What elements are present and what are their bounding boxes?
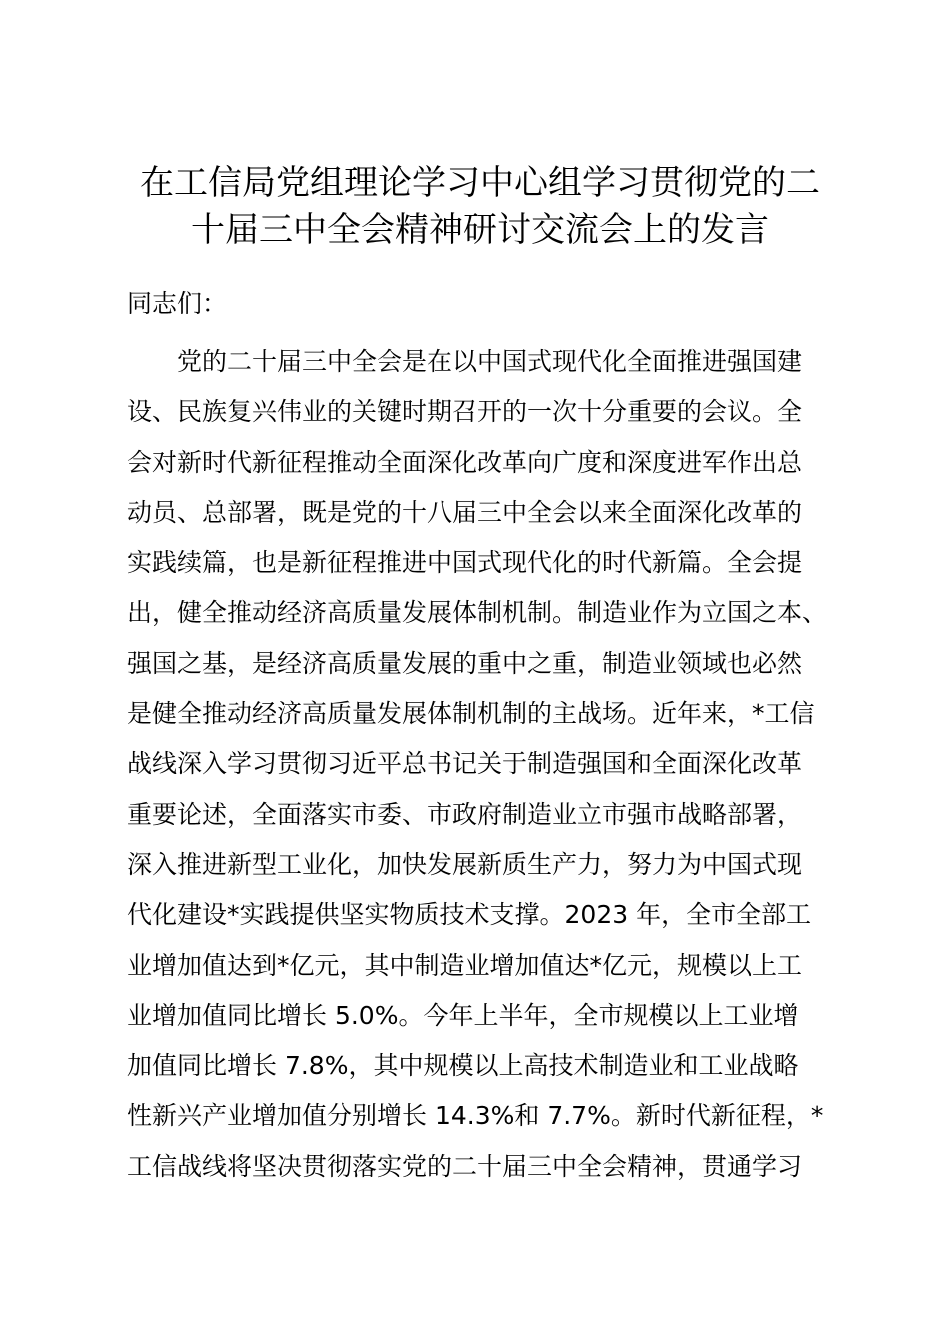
paragraph-line: 战线深入学习贯彻习近平总书记关于制造强国和全面深化改革 <box>127 749 803 779</box>
document-title <box>100 160 860 254</box>
paragraph-line: 工信战线将坚决贯彻落实党的二十届三中全会精神，贯通学习 <box>127 1151 803 1181</box>
paragraph-line: 实践续篇，也是新征程推进中国式现代化的时代新篇。全会提 <box>127 548 803 578</box>
paragraph-line: 加值同比增长 7.8%，其中规模以上高技术制造业和工业战略 <box>127 1051 799 1081</box>
document-body <box>127 284 837 1192</box>
paragraph-line: 出，健全推动经济高质量发展体制机制。制造业作为立国之本、 <box>127 598 828 628</box>
paragraph-line: 会对新时代新征程推动全面深化改革向广度和深度进军作出总 <box>127 447 803 477</box>
paragraph-line: 深入推进新型工业化，加快发展新质生产力，努力为中国式现 <box>127 849 803 879</box>
salutation: 同志们： <box>127 289 228 318</box>
paragraph-line: 强国之基，是经济高质量发展的重中之重，制造业领域也必然 <box>127 648 803 678</box>
paragraph-line: 是健全推动经济高质量发展体制机制的主战场。近年来，*工信 <box>127 699 815 729</box>
paragraph-line: 代化建设*实践提供坚实物质技术支撑。2023 年，全市全部工 <box>127 900 812 930</box>
paragraph-line: 业增加值同比增长 5.0%。今年上半年，全市规模以上工业增 <box>127 1000 799 1030</box>
title-line-2: 十届三中全会精神研讨交流会上的发言 <box>191 210 769 250</box>
title-line-1: 在工信局党组理论学习中心组学习贯彻党的二 <box>140 163 820 203</box>
paragraph-line: 设、民族复兴伟业的关键时期召开的一次十分重要的会议。全 <box>127 397 803 427</box>
paragraph-line: 动员、总部署，既是党的十八届三中全会以来全面深化改革的 <box>127 497 803 527</box>
paragraph-line: 性新兴产业增加值分别增长 14.3%和 7.7%。新时代新征程，* <box>127 1101 824 1131</box>
body-paragraph <box>127 337 837 1192</box>
paragraph-line: 重要论述，全面落实市委、市政府制造业立市强市战略部署， <box>127 799 803 829</box>
paragraph-line: 党的二十届三中全会是在以中国式现代化全面推进强国建 <box>177 347 803 376</box>
paragraph-line: 业增加值达到*亿元，其中制造业增加值达*亿元，规模以上工 <box>127 950 803 980</box>
